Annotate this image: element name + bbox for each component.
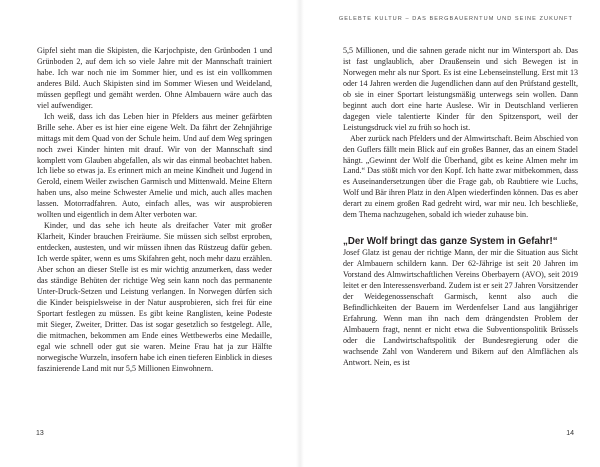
paragraph: 5,5 Millionen, und die sahnen gerade nicht nur im Wintersport ab. Das ist fast unglaublich, aber Draußensein und sich Bewegen ist in Norwegen mehr als nur Sport. Es ist eine Lebenseinstellung. Erst mit 13 oder 14 Jahren werden die Jugendlichen dann auf den Prüfstand gestellt, ob sie in einer Sportart leistungsmäßig unterwegs sein wollen. Dann beginnt auch dort eine harte Auslese. Wir in Deutschland verlieren dagegen viele talentierte Kinder für den Spitzensport, weil der Leistungsdruck viel zu früh so hoch ist. — [343, 46, 578, 132]
right-body-text — [343, 46, 578, 369]
running-head: GELEBTE KULTUR – DAS BERGBAUERNTUM UND SEINE ZUKUNFT — [338, 16, 573, 22]
paragraph: Aber zurück nach Pfelders und der Almwirtschaft. Beim Abschied von den Guflers fällt mein Blick auf ein großes Banner, das an einem Stadel hängt. „Gewinnt der Wolf die Überhand, gibt es keine Almen mehr im Land.“ Das stößt mich vor den Kopf. Ich hatte zwar mitbekommen, dass es Auseinandersetzungen über die Frage gab, ob Raubtiere wie Luchs, Wolf und Bär ihren Platz in den Alpen wiederfinden können. Das es aber derart zu einem großen Rad gedreht wird, war mir neu. Ich beschließe, dem Thema nachzugehen, sobald ich wieder zuhause bin. — [343, 133, 578, 220]
paragraph: Ich weiß, dass ich das Leben hier in Pfelders aus meiner gefärbten Brille sehe. Aber es ist hier eine eigene Welt. Da fährt der Zehnjährige mittags mit dem Quad von der Schule heim. Und auf dem Weg springen noch zwei Kinder hinten mit drauf. Wir von der Mannschaft sind komplett vom Glauben abgefallen, als wir das einmal beobachtet haben. Ich liebe so etwas ja. Es erinnert mich an meine Kindheit und Jugend in Gerold, einem Weiler zwischen Garmisch und Mittenwald. Meine Eltern haben uns, also meine Schwester Amelie und mich, auch alles machen lassen. Motorradfahren. Auto, einfach alles, was wir ausprobieren wollten und eigentlich in dem Alter verboten war. — [37, 111, 272, 220]
paragraph: Kinder, und das sehe ich heute als dreifacher Vater mit großer Klarheit, Kinder brauchen Freiräume. Sie müssen sich selbst erproben, entdecken, austesten, und wir müssen ihnen das Rüstzeug dafür geben. Ich werde später, wenn es ums Skifahren geht, noch mehr dazu erzählen. Aber schon an dieser Stelle ist es mir wichtig anzumerken, dass weder das ständige Behüten der richtige Weg sein kann noch das permanente Unter-Druck-Setzen und Leistung verlangen. In Norwegen dürfen sich die Kinder beispielsweise in der Natur ausprobieren, sich frei für eine Sportart festlegen zu müssen. Es gibt keine Ranglisten, keine Podeste mit Sieger, Zweiter, Dritter. Das ist sogar gesetzlich so festgelegt. Alle, die mitmachen, bekommen am Ende eines Wettbewerbs eine Medaille, egal wie schnell oder gut sie waren. Meine Frau hat ja zur Hälfte norwegische Wurzeln, insofern habe ich einen tieferen Einblick in dieses faszinierende Land mit nur 5,5 Millionen Einwohnern. — [37, 221, 272, 373]
page-number-right: 14 — [566, 430, 574, 437]
right-page — [300, 0, 600, 467]
left-body-text — [37, 46, 272, 375]
page-number-left: 13 — [36, 430, 44, 437]
section-heading: „Der Wolf bringt das ganze System in Gefahr!“ — [343, 236, 558, 248]
paragraph: Josef Glatz ist genau der richtige Mann, der mir die Situation aus Sicht der Almbauern schildern kann. Der 62-Jährige ist seit 20 Jahren im Vorstand des Almwirtschaftlichen Vereins Oberbayern (AVO), seit 2019 leitet er den Interessensverband. Zudem ist er seit 27 Jahren Vorsitzender der Weidegenossenschaft Garmisch, kennt also auch die Befindlichkeiten der Bauern im Werdenfelser Land aus langjähriger Erfahrung. Wenn man ihn nach dem drängendsten Problem der Almbauern fragt, nennt er nicht etwa die Subventionspolitik Brüssels oder die Landwirtschaftspolitik der Bundesregierung oder die wachsende Zahl von Wanderern und Bikern auf den Almflächen als Antwort. Nein, es ist — [343, 248, 578, 367]
paragraph: Gipfel sieht man die Skipisten, die Karjochpiste, den Grünboden 1 und Grünboden 2, auf dem ich so viele Jahre mit der Mannschaft trainiert habe. Ich war noch nie im Sommer hier, und es ist ein vollkommen anderes Bild. Auch Skipisten sind im Sommer Wiesen und Weideland, müssen gepflegt und gemäht werden. Ohne Almbauern wäre auch das viel aufwendiger. — [37, 46, 272, 110]
